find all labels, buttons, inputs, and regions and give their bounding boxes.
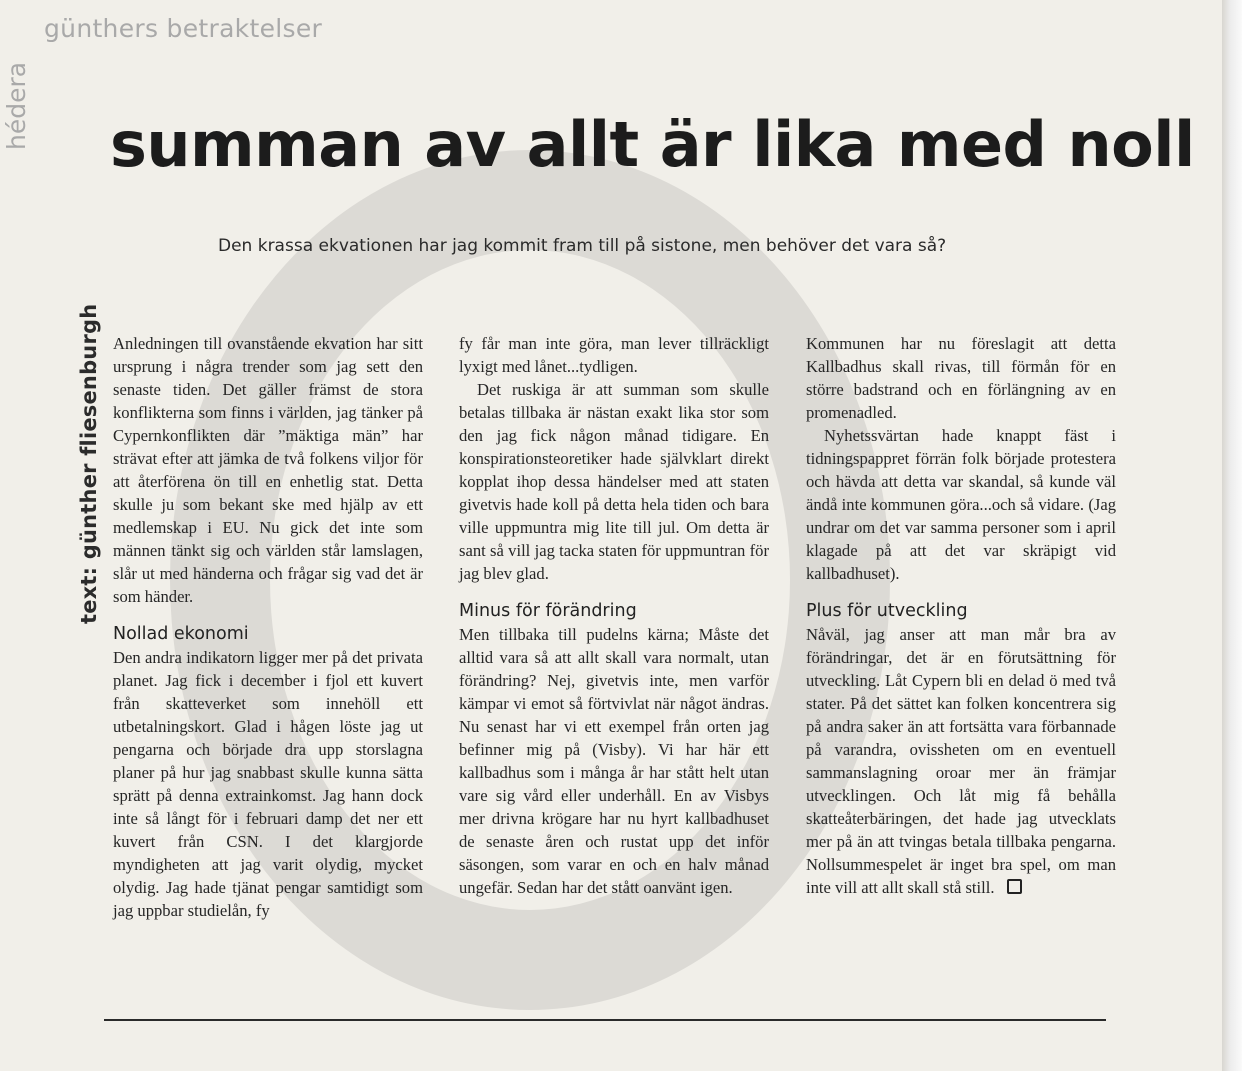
paragraph: Men tillbaka till pudelns kärna; Måste det alltid vara så att allt skall vara normalt, utan förändring? Nej, givetvis inte, men varför kämpar vi emot så förtvivlat när något ändras. Nu senast har vi ett exempel från orten jag befinner mig på (Visby). Vi har här ett kallbadhus som i många år har stått helt utan vare sig vård eller underhåll. En av Visbys mer drivna krögare har nu hyrt kallbadhuset de senaste åren och rustat upp det inför säsongen, som varar en och en halv månad ungefär. Sedan har det stått oanvänt igen. xyxy=(459,625,769,897)
paragraph-text: Nåväl, jag anser att man mår bra av förändringar, det är en förutsättning för utveckling. Låt Cypern bli en delad ö med två stater. På det sättet kan folken koncentrera sig på andra saker än att fortsätta vara förbannade på varandra, ovissheten om en eventuell sammanslagning oroar mer än främjar utvecklingen. Och låt mig få behålla skatteåterbäringen, det hade jag utvecklats mer på än att tvingas betala tillbaka pengarna. Nollsummespelet är inget bra spel, om man inte vill att allt skall stå still. xyxy=(806,625,1116,897)
bottom-rule xyxy=(104,1019,1106,1021)
paragraph: Kommunen har nu föreslagit att detta Kallbadhus skall rivas, till förmån för en större badstrand och en förlängning av en promenadled. xyxy=(806,334,1116,422)
paragraph: fy får man inte göra, man lever tillräckligt lyxigt med lånet...tydligen. xyxy=(459,334,769,376)
headline: summan av allt är lika med noll xyxy=(110,108,1195,181)
article-column-1 xyxy=(113,332,423,922)
paragraph: Den andra indikatorn ligger mer på det privata planet. Jag fick i december i fjol ett kuvert från skatteverket som innehöll ett utbetalningskort. Glad i hågen löste jag ut pengarna och började dra upp storslagna planer på hur jag snabbast skulle kunna sätta sprätt på denna extrainkomst. Jag hann dock inte så långt för i februari damp det ner ett kuvert från CSN. I det klargjorde myndigheten att jag varit olydig, mycket olydig. Jag hade tjänat pengar samtidigt som jag uppbar studielån, fy xyxy=(113,648,423,920)
article-column-3 xyxy=(806,332,1116,899)
article-column-2 xyxy=(459,332,769,899)
byline: text: günther fliesenburgh xyxy=(77,303,101,624)
paragraph: Det ruskiga är att summan som skulle betalas tillbaka är nästan exakt lika stor som den jag fick någon månad tidigare. En konspirationsteoretiker hade självklart direkt kopplat ihop dessa händelser med att staten givetvis hade koll på detta hela tiden och bara ville uppmuntra mig lite till jul. Om detta är sant så vill jag tacka staten för uppmuntran för jag blev glad. xyxy=(459,380,769,583)
section-header: günthers betraktelser xyxy=(44,14,323,43)
end-mark-icon xyxy=(1007,879,1022,894)
ingress: Den krassa ekvationen har jag kommit fram till på sistone, men behöver det vara så? xyxy=(218,236,947,256)
paragraph: Nyhetssvärtan hade knappt fäst i tidningspappret förrän folk började protestera och hävda att detta var skandal, så kunde väl ändå inte kommunen göra...och så vidare. (Jag undrar om det var samma personer som i april klagade på att det var skräpigt vid kallbadhuset). xyxy=(806,426,1116,583)
paragraph xyxy=(806,623,1116,899)
subheading: Plus för utveckling xyxy=(806,601,968,621)
subheading: Nollad ekonomi xyxy=(113,624,249,644)
magazine-name: hédera xyxy=(2,61,31,150)
page-edge xyxy=(1222,0,1242,1071)
subheading: Minus för förändring xyxy=(459,601,637,621)
paragraph: Anledningen till ovanstående ekvation har sitt ursprung i några trender som jag sett den senaste tiden. Det gäller främst de stora konflikterna som finns i världen, jag tänker på Cypernkonflikten där ”mäktiga män” har strävat efter att jämka de två folkens viljor för att återförena ön till en enhetlig stat. Detta skulle ju som bekant ske med hjälp av ett medlemskap i EU. Nu gick det inte som männen tänkt sig och världen står lamslagen, slår ut med händerna och frågar sig vad det är som händer. xyxy=(113,334,423,606)
